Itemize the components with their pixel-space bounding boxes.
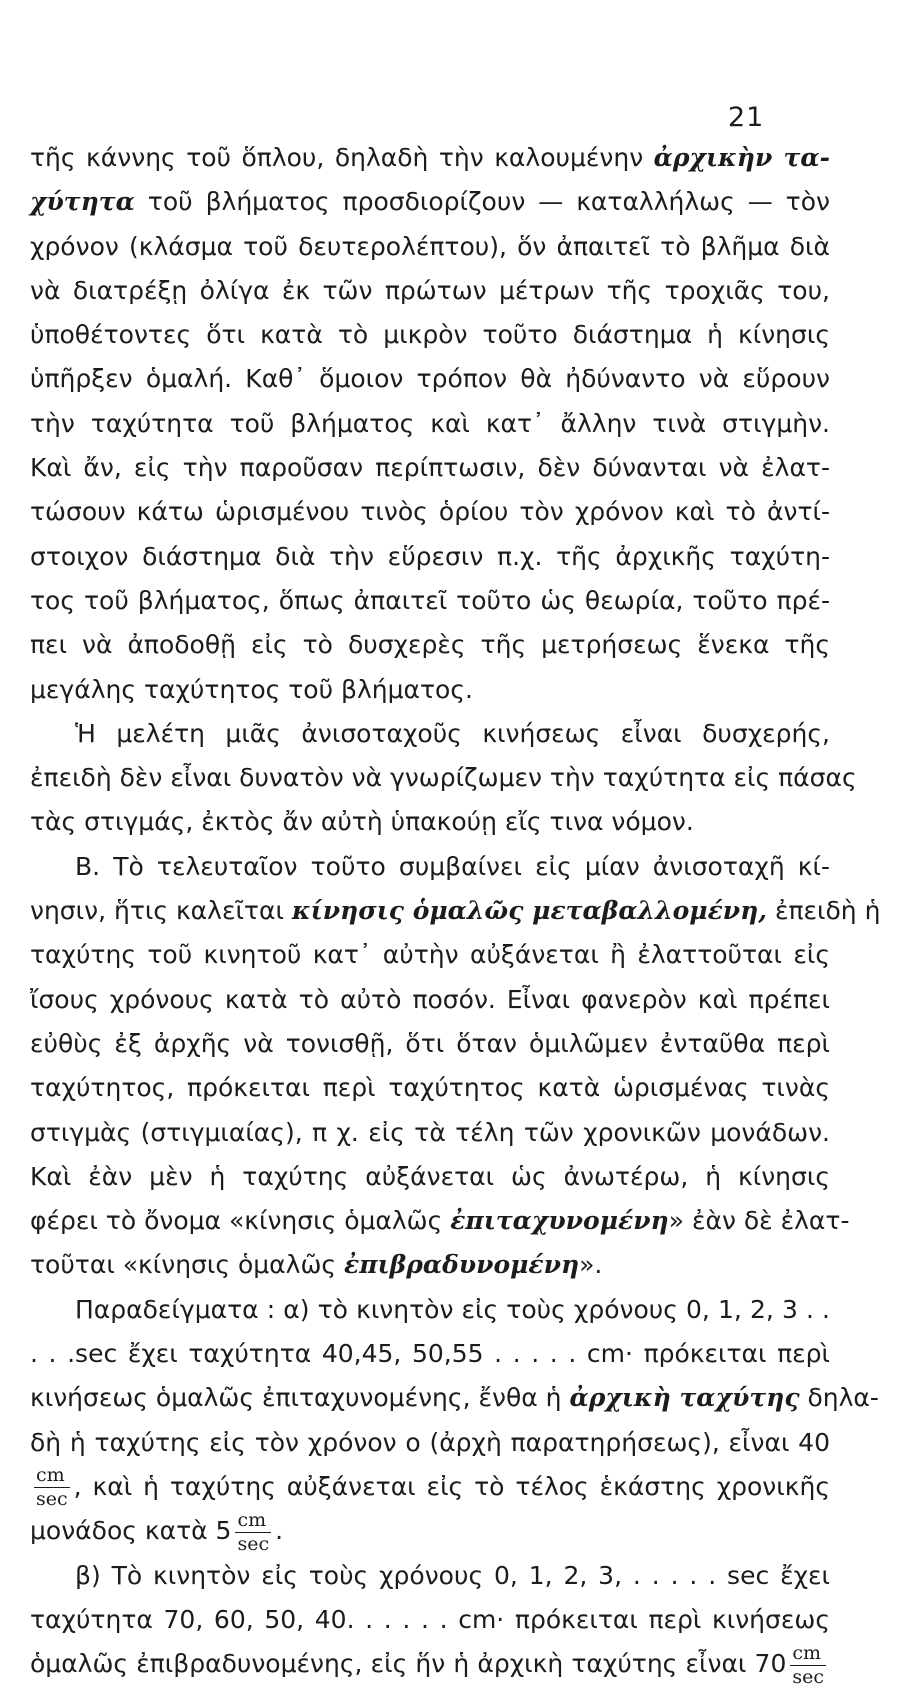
text-run: τώσουν κάτω ὡρισμένου τινὸς ὁρίου τὸν χρόνον καὶ τὸ ἀντί-: [30, 497, 830, 527]
fraction: [790, 1641, 826, 1688]
fraction-denominator: sec: [36, 1488, 68, 1511]
text-line: [30, 933, 830, 977]
text-line: [30, 446, 830, 490]
text-line: [30, 1376, 879, 1420]
emphasized-term: κίνησις ὁμαλῶς μεταβαλλομένη,: [291, 896, 768, 926]
text-line: [30, 579, 830, 623]
text-run: . . .sec ἔχει ταχύτητα 40,45, 50,55 . . . . . cm· πρόκειται περὶ: [30, 1339, 830, 1369]
text-line: [30, 668, 830, 712]
text-run: .: [275, 1516, 284, 1546]
body-text: [30, 136, 881, 1688]
text-line: [30, 313, 830, 357]
text-line: [30, 490, 830, 534]
text-line: [30, 180, 830, 224]
text-run: νὰ διατρέξῃ ὀλίγα ἐκ τῶν πρώτων μέτρων τῆς τροχιᾶς του,: [30, 275, 830, 305]
text-line: [30, 1598, 830, 1642]
text-run: στιγμὰς (στιγμιαίας), π χ. εἰς τὰ τέλη τῶν χρονικῶν μονάδων.: [30, 1117, 830, 1147]
text-run: πει νὰ ἀποδοθῇ εἰς τὸ δυσχερὲς τῆς μετρήσεως ἕνεκα τῆς: [30, 630, 830, 660]
text-run: μεγάλης ταχύτητος τοῦ βλήματος.: [30, 674, 473, 704]
text-run: τῆς κάννης τοῦ ὅπλου, δηλαδὴ τὴν καλουμένην: [30, 143, 654, 172]
text-line: [30, 845, 830, 889]
text-run: τος τοῦ βλήματος, ὅπως ἀπαιτεῖ τοῦτο ὡς θεωρία, τοῦτο πρέ-: [30, 585, 830, 615]
text-run: β) Τὸ κινητὸν εἰς τοὺς χρόνους 0, 1, 2, 3, . . . . . sec ἔχει: [75, 1560, 830, 1590]
fraction-denominator: sec: [237, 1532, 270, 1555]
text-line: [30, 1243, 830, 1287]
text-line: [30, 1022, 830, 1066]
text-line: [30, 1642, 830, 1686]
fraction: [235, 1508, 271, 1555]
text-run: φέρει τὸ ὄνομα «κίνησις ὁμαλῶς: [30, 1206, 451, 1236]
text-line: [30, 535, 830, 579]
emphasized-term: ἐπιβραδυνομένη: [344, 1250, 580, 1280]
text-line: [30, 1332, 830, 1376]
text-run: Β. Τὸ τελευταῖον τοῦτο συμβαίνει εἰς μίαν ἀνισοταχῆ κί-: [75, 851, 830, 881]
text-run: τοῦται «κίνησις ὁμαλῶς: [30, 1250, 345, 1280]
text-run: Ἡ μελέτη μιᾶς ἀνισοταχοῦς κινήσεως εἶναι δυσχερής,: [75, 718, 830, 748]
text-run: δηλα-: [799, 1383, 879, 1413]
text-run: τὰς στιγμάς, ἐκτὸς ἄν αὐτὴ ὑπακούῃ εἴς τινα νόμον.: [30, 807, 694, 837]
text-line: [30, 1111, 830, 1155]
emphasized-term: χύτητα: [30, 187, 135, 217]
fraction-denominator: sec: [792, 1665, 824, 1688]
text-run: ταχύτητα 70, 60, 50, 40. . . . . . cm· πρόκειται περὶ κινήσεως: [30, 1604, 830, 1634]
fraction-numerator: cm: [790, 1644, 826, 1666]
fraction-numerator: cm: [34, 1466, 70, 1488]
text-line: [30, 889, 881, 933]
emphasized-term: ἐπιταχυνομένη: [450, 1206, 669, 1236]
text-run: ἴσους χρόνους κατὰ τὸ αὐτὸ ποσόν. Εἶναι φανερὸν καὶ πρέπει: [30, 984, 830, 1014]
text-line: [30, 357, 830, 401]
text-run: , καὶ ἡ ταχύτης αὐξάνεται εἰς τὸ τέλος ἑκάστης χρονικῆς: [73, 1471, 830, 1501]
text-run: δὴ ἡ ταχύτης εἰς τὸν χρόνον ο (ἀρχὴ παρατηρήσεως), εἶναι 40: [30, 1427, 830, 1457]
fraction: [34, 1466, 70, 1509]
text-run: ὑπῆρξεν ὁμαλή. Καθ᾽ ὅμοιον τρόπον θὰ ἠδύναντο νὰ εὕρουν: [30, 364, 830, 394]
text-line: [30, 402, 830, 446]
text-line: [30, 269, 830, 313]
page-number: 21: [728, 102, 765, 133]
text-line: [30, 1155, 830, 1199]
text-run: στοιχον διάστημα διὰ τὴν εὕρεσιν π.χ. τῆς ἀρχικῆς ταχύτη-: [30, 541, 830, 571]
emphasized-term: ἀρχικὴ ταχύτης: [569, 1383, 800, 1413]
text-line: [30, 1509, 830, 1553]
text-run: τοῦ βλήματος προσδιορίζουν — καταλλήλως — τὸν: [134, 187, 830, 217]
text-run: ».: [579, 1250, 603, 1280]
text-run: ταχύτητος, πρόκειται περὶ ταχύτητος κατὰ ὡρισμένας τινὰς: [30, 1073, 830, 1103]
text-line: [30, 136, 830, 180]
text-run: » ἐὰν δὲ ἐλατ-: [668, 1206, 850, 1236]
text-line: [30, 712, 830, 756]
text-run: χρόνον (κλάσμα τοῦ δευτερολέπτου), ὅν ἀπαιτεῖ τὸ βλῆμα διὰ: [30, 231, 830, 261]
text-run: Παραδείγματα : α) τὸ κινητὸν εἰς τοὺς χρόνους 0, 1, 2, 3 . .: [75, 1294, 830, 1324]
text-line: [30, 1554, 830, 1598]
text-line: [30, 1066, 830, 1110]
text-run: τὴν ταχύτητα τοῦ βλήματος καὶ κατ᾽ ἄλλην τινὰ στιγμὴν.: [30, 408, 830, 438]
text-run: μονάδος κατὰ 5: [30, 1516, 232, 1546]
text-line: [30, 978, 830, 1022]
text-line: [30, 800, 830, 844]
text-line: [30, 1465, 830, 1509]
text-line: [30, 225, 830, 269]
text-run: ὑποθέτοντες ὅτι κατὰ τὸ μικρὸν τοῦτο διάστημα ἡ κίνησις: [30, 320, 830, 350]
text-run: ὁμαλῶς ἐπιβραδυνομένης, εἰς ἥν ἡ ἀρχικὴ ταχύτης εἶναι 70: [30, 1649, 787, 1679]
text-run: ταχύτης τοῦ κινητοῦ κατ᾽ αὐτὴν αὐξάνεται ἢ ἐλαττοῦται εἰς: [30, 940, 830, 970]
emphasized-term: ἀρχικὴν τα-: [653, 143, 830, 172]
text-line: [30, 756, 857, 800]
text-run: εὐθὺς ἐξ ἀρχῆς νὰ τονισθῇ, ὅτι ὅταν ὁμιλῶμεν ἐνταῦθα περὶ: [30, 1028, 830, 1058]
text-run: Καὶ ἄν, εἰς τὴν παροῦσαν περίπτωσιν, δὲν δύνανται νὰ ἐλατ-: [30, 453, 830, 483]
text-run: ἐπειδὴ δὲν εἶναι δυνατὸν νὰ γνωρίζωμεν τὴν ταχύτητα εἰς πάσας: [30, 763, 857, 793]
text-line: [30, 1421, 830, 1465]
text-run: Καὶ ἐὰν μὲν ἡ ταχύτης αὐξάνεται ὡς ἀνωτέρω, ἡ κίνησις: [30, 1161, 830, 1191]
fraction-numerator: cm: [235, 1511, 271, 1533]
text-run: νησιν, ἥτις καλεῖται: [30, 896, 292, 926]
text-line: [30, 623, 830, 667]
text-run: κινήσεως ὁμαλῶς ἐπιταχυνομένης, ἔνθα ἡ: [30, 1383, 570, 1413]
text-line: [30, 1199, 850, 1243]
text-line: [30, 1288, 830, 1332]
text-run: ἐπειδὴ ἡ: [767, 896, 881, 926]
